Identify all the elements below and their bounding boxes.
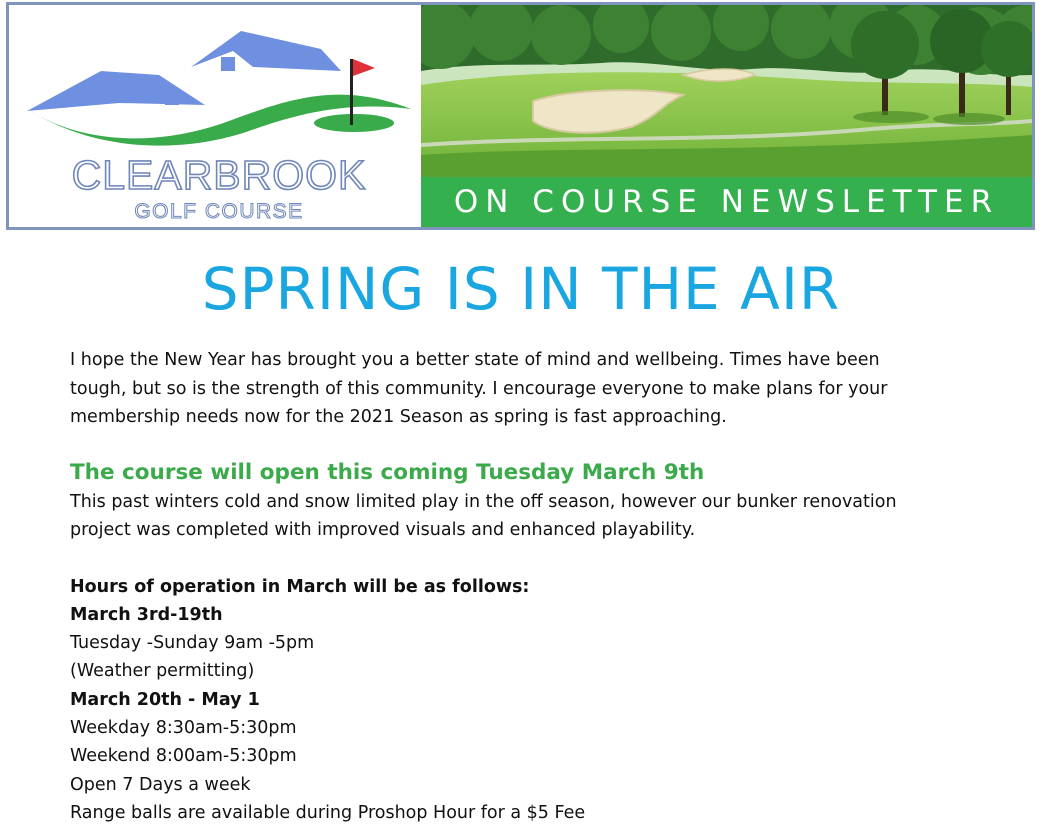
logo-window-back [221,57,235,71]
hours-period1-line: (Weather permitting) [70,661,255,682]
newsletter-header [6,2,1035,230]
newsletter-title-bar: ON COURSE NEWSLETTER [421,177,1032,227]
logo-window-front [165,91,179,105]
article-headline: SPRING IS IN THE AIR [201,255,841,323]
logo-flag-icon [353,59,375,76]
article-body [70,346,970,827]
brand-subtitle: GOLF COURSE [134,200,304,223]
hours-period1-line: Tuesday -Sunday 9am -5pm [70,633,315,654]
hours-period1-label: March 3rd-19th [70,604,223,625]
course-logo [9,5,421,227]
golf-course-photo [421,5,1032,177]
hours-period2-line: Open 7 Days a week [70,774,251,795]
golf-course-illustration [421,5,1032,177]
logo-roof-back [191,31,341,71]
range-note: Range balls are available during Proshop Hour for a $5 Fee [70,802,586,823]
hours-period2-line: Weekday 8:30am-5:30pm [70,717,297,738]
hours-title: Hours of operation in March will be as follows: [70,576,530,597]
hours-of-operation [70,573,970,828]
course-opening-text: This past winters cold and snow limited play in the off season, however our bunker renovation project was completed with improved visuals and enhanced playability. [70,491,897,540]
logo-flag-pole [350,59,353,125]
intro-paragraph: I hope the New Year has brought you a better state of mind and wellbeing. Times have been tough, but so is the strength of this community. I encourage everyone to make plans for your membership needs now for the 2021 Season as spring is fast approaching. [70,350,888,427]
brand-name: CLEARBROOK [71,152,367,198]
course-opening-heading: The course will open this coming Tuesday March 9th [70,459,705,485]
hours-period2-label: March 20th - May 1 [70,689,260,710]
logo-graphic [9,5,421,155]
logo-putting-green [314,114,394,132]
hours-period2-line: Weekend 8:00am-5:30pm [70,746,297,767]
